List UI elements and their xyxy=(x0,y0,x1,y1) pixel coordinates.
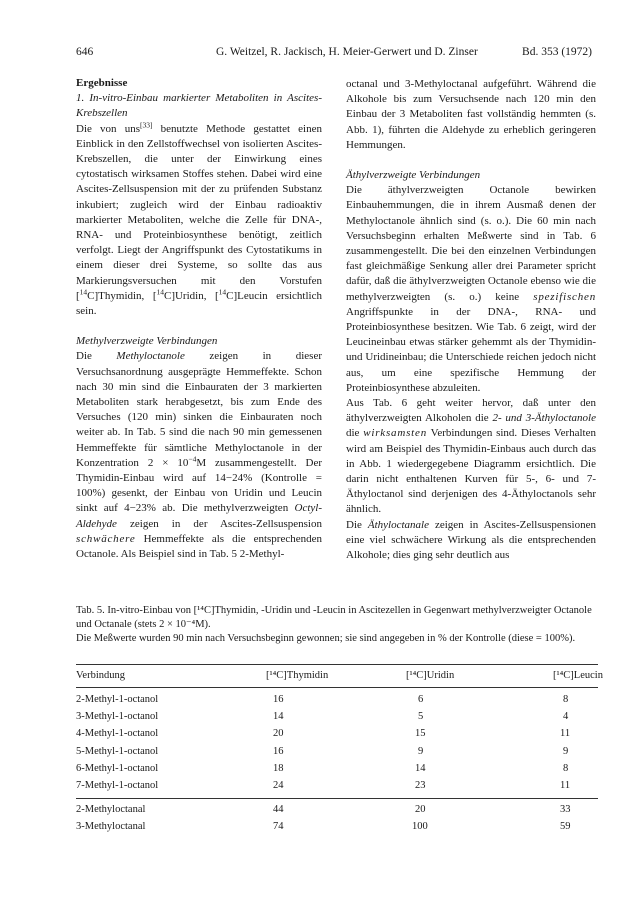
table-header-cell: [¹⁴C]Uridin xyxy=(406,670,455,681)
table-row-compound: 7-Methyl-1-octanol xyxy=(76,780,159,791)
volume-info: Bd. 353 (1972) xyxy=(522,46,592,58)
table-cell-value: 33 xyxy=(560,804,571,816)
table-cell-value: 9 xyxy=(563,745,569,757)
table-cell-value: 24 xyxy=(273,780,284,791)
table-cell-value: 14 xyxy=(415,762,426,774)
paragraph-ethyl-1: Die äthylverzweigten Octanole bewirken Einbauhemmungen, die in ihrem Ausmaß denen der Methyloctanole ähnlich sind (s. o.). Die 60 min nach Versuchsbeginn erhalten Meßwerte sind in Tab. 6 zusammengestellt. Die bei den einzelnen Verbindungen fast gleichmäßige Senkung aller drei Parameter spricht dafür, daß die äthylverzweigten Octanole ebenso wie die methylverzweigten (s. o.) keine spezifischen Angriffspunkte in der DNA-, RNA- und Proteinbiosynthese besitzen. Wie Tab. 6 zeigt, wird der Leucineinbau etwas stärker gehemmt als der Thymidin- und Uridineinbau; die Unterschiede reichen jedoch nicht aus, um eine spezifische Hemmung der Proteinbiosynthese abzuleiten. xyxy=(346,184,596,394)
table-cell-value: 8 xyxy=(563,694,569,705)
page-number: 646 xyxy=(76,46,94,58)
table-row-compound: 2-Methyloctanal xyxy=(76,804,146,816)
table-rule-group xyxy=(76,798,598,799)
table-cell-value: 74 xyxy=(273,821,284,833)
table-cell-value: 100 xyxy=(412,821,428,833)
table-rule-top xyxy=(76,664,598,665)
running-authors: G. Weitzel, R. Jackisch, H. Meier-Gerwert und D. Zinser xyxy=(216,46,478,58)
table-cell-value: 11 xyxy=(560,780,571,791)
table-row-compound: 3-Methyl-1-octanol xyxy=(76,711,159,723)
table-caption-title: Tab. 5. In-vitro-Einbau von [¹⁴C]Thymidin, -Uridin und -Leucin in Ascitezellen in Gegenwart methylverzweigter Octanole und Octanale (stets 2 × 10⁻⁴M). xyxy=(76,605,592,630)
table-row-compound: 5-Methyl-1-octanol xyxy=(76,745,159,757)
table-cell-value: 11 xyxy=(560,728,571,740)
paragraph-ethyl-3: Die Äthyloctanale zeigen in Ascites-Zellsuspensionen eine viel schwächere Wirkung als die entsprechenden Alkohole; dies ging sehr deutlich aus xyxy=(346,518,596,562)
running-header xyxy=(76,46,592,62)
table-cell-value: 4 xyxy=(563,711,569,723)
paragraph-ethyl-2: Aus Tab. 6 geht weiter hervor, daß unter den äthylverzweigten Alkoholen die 2- und 3-Äthyloctanole die wirksamsten Verbindungen sind. Dieses Verhalten wird am Beispiel des Thymidin-Einbaus auch durch das in Abb. 1 wiedergegebene Diagramm ersichtlich. Die darin nicht enthaltenen Kurven für 5-, 6- und 7-Äthyloctanol sind derjenigen des 4-Äthyloctanols sehr ähnlich. xyxy=(346,397,596,516)
table-cell-value: 8 xyxy=(563,762,569,774)
table-row-compound: 3-Methyloctanal xyxy=(76,821,146,833)
table-cell-value: 44 xyxy=(273,804,284,816)
table-cell-value: 20 xyxy=(415,804,426,816)
subsection-title-1: 1. In-vitro-Einbau markierter Metaboliten in Ascites-Krebszellen xyxy=(76,92,322,120)
section-title: Ergebnisse xyxy=(76,77,128,89)
table-cell-value: 15 xyxy=(415,728,426,740)
table-row-compound: 4-Methyl-1-octanol xyxy=(76,728,159,740)
paragraph-continued: octanal und 3-Methyloctanal aufgeführt. Während die Alkohole bis zum Versuchsende nach 120 min den Einbau der 3 Metaboliten fast vollständig hemmten (s. Abb. 1), führten die Aldehyde zu erheblich geringeren Hemmungen. xyxy=(346,78,596,151)
paragraph-methyl: Die Methyloctanole zeigen in dieser Versuchsanordnung ausgeprägte Hemmeffekte. Schon nach 30 min sind die Einbauraten der 3 markierten Metaboliten stark herabgesetzt, bis zum Ende des Versuches (120 min) sinken die Einbauraten noch weiter ab. In Tab. 5 sind die nach 90 min gemessenen Hemmeffekte für sämtliche Methyloctanole in der Konzentration $2 \times 10^{-4}M$ zusammengestellt. Der Thymidin-Einbau wird auf 14−24% (Kontrolle = 100%) gesenkt, der Einbau von Uridin und Leucin sinkt auf 4−23% ab. Die methylverzweigten Octyl-Aldehyde zeigen in der Ascites-Zellsuspension schwächere Hemmeffekte als die entsprechenden Octanole. Als Beispiel sind in Tab. 5 2-Methyl- xyxy=(76,350,322,561)
table-caption-note: Die Meßwerte wurden 90 min nach Versuchsbeginn gewonnen; sie sind angegeben in % der Kontrolle (diese = 100%). xyxy=(76,633,576,644)
table-cell-value: 23 xyxy=(415,780,426,791)
table-header-cell: Verbindung xyxy=(76,670,125,681)
table-cell-value: 20 xyxy=(273,728,284,740)
right-column xyxy=(346,77,596,563)
paragraph-intro: Die von uns[33] benutzte Methode gestattet einen Einblick in den Zellstoffwechsel von isolierten Ascites-Krebszellen, die unter der Einwirkung eines cytostatisch wirksamen Stoffes stehen. Dabei wird eine Ascites-Zellsuspension mit der zu prüfenden Substanz inkubiert; zugleich wird der Einbau radioaktiv markierter Metaboliten, welche die Zelle für DNA-, RNA- und Proteinbiosynthese benötigt, zeitlich verfolgt. Liegt der Angriffspunkt des Cytostatikums in einem dieser drei Systeme, so sollte das aus Markierungsversuchen mit den Vorstufen [$^{14}$C]Thymidin, [$^{14}$C]Uridin, [$^{14}$C]Leucin ersichtlich sein. xyxy=(76,119,322,318)
table-cell-value: 18 xyxy=(273,762,284,774)
table-cell-value: 59 xyxy=(560,821,571,833)
subsection-title-3: Äthylverzweigte Verbindungen xyxy=(346,169,481,182)
table-cell-value: 6 xyxy=(418,694,424,705)
table-rule-header xyxy=(76,687,598,688)
table-header-cell: [¹⁴C]Thymidin xyxy=(266,670,329,681)
table-cell-value: 14 xyxy=(273,711,284,723)
table-header-cell: [¹⁴C]Leucin xyxy=(553,670,603,681)
left-column xyxy=(76,76,322,562)
table-cell-value: 5 xyxy=(418,711,424,723)
table-cell-value: 16 xyxy=(273,694,284,705)
data-table xyxy=(76,664,603,833)
table-cell-value: 16 xyxy=(273,745,284,757)
table-caption xyxy=(76,604,598,646)
table-row-compound: 2-Methyl-1-octanol xyxy=(76,694,159,705)
table-row-compound: 6-Methyl-1-octanol xyxy=(76,762,159,774)
subsection-title-2: Methylverzweigte Verbindungen xyxy=(76,335,218,348)
table-cell-value: 9 xyxy=(418,745,424,757)
